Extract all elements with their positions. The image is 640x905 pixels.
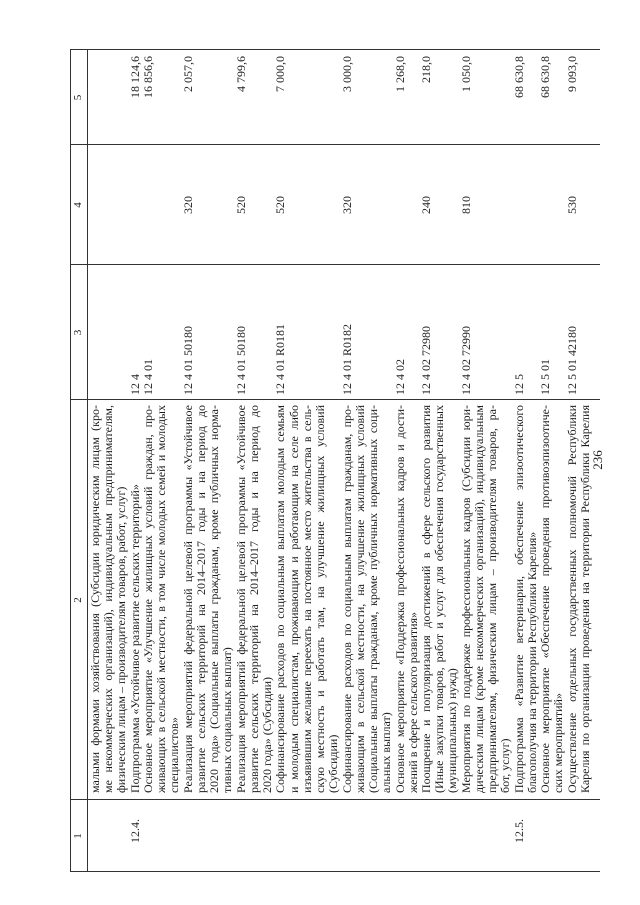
row-description: Мероприятия по поддержке профессиональных кадров (Субсидии юри-: [458, 405, 473, 793]
row-description: Осуществление отдельных государственных полномочий Республики: [564, 405, 579, 793]
expense-type-code: 520: [273, 196, 288, 214]
expense-type-code: 240: [419, 196, 433, 214]
budget-classification-code: 12 4 02 72980: [419, 326, 433, 395]
amount-value: 1 268,0: [392, 56, 407, 92]
column-header-2: 2: [72, 597, 84, 603]
row-description: 2020 года» (Субсидии): [260, 676, 275, 793]
row-description: ских мероприятий»: [551, 693, 566, 793]
budget-classification-code: 12 4 01 R0181: [273, 323, 288, 395]
expense-type-code: 530: [564, 196, 579, 214]
row-description: специалистов»: [167, 717, 182, 793]
row-description: Карелия по организации проведения на территории Республики Карелия: [577, 405, 592, 793]
row-description: развитие сельских территорий на 2014–2017 годы и на период до: [193, 405, 208, 793]
amount-value: 9 093,0: [564, 56, 579, 92]
amount-value: 18 124,6: [127, 56, 142, 98]
amount-value: 1 050,0: [458, 56, 473, 92]
amount-value: 218,0: [419, 56, 433, 83]
amount-value: 2 057,0: [180, 56, 195, 92]
budget-classification-code: 12 4 01 50180: [180, 326, 195, 395]
expense-type-code: 320: [339, 196, 354, 214]
row-description: ме некоммерческих организаций), индивидуальным предпринимателям,: [101, 405, 116, 793]
row-description: малыми формами хозяйствования (Субсидии юридическим лицам (кро-: [88, 405, 102, 793]
row-description: Софинансирование расходов по социальным выплатам молодым семьям: [273, 405, 288, 793]
budget-classification-code: 12 4 01 R0182: [339, 323, 354, 395]
row-section-number: 12.5.: [511, 819, 526, 843]
budget-classification-code: 12 5 01 42180: [564, 326, 579, 395]
expense-type-code: 320: [180, 196, 195, 214]
column-border: [70, 871, 600, 872]
column-border: [70, 264, 600, 265]
row-section-number: 12.4.: [127, 819, 142, 843]
amount-value: 68 630,8: [538, 56, 553, 98]
budget-classification-code: 12 4 01: [140, 359, 155, 395]
row-description: (Иные закупки товаров, работ и услуг для обеспечения государственных: [432, 405, 447, 793]
row-description: предпринимателям, физическим лицам – производителям товаров, ра-: [485, 405, 500, 793]
budget-classification-code: 12 4 02 72990: [458, 326, 473, 395]
column-border: [70, 399, 600, 400]
row-description: жений в сфере сельского развития»: [405, 611, 420, 793]
row-description: (Субсидии): [326, 734, 341, 793]
column-header-1: 1: [72, 833, 84, 839]
row-description: Реализация мероприятий федеральной целевой программы «Устойчивое: [233, 405, 248, 793]
row-description: и молодым специалистам, проживающим и работающим на селе либо: [286, 405, 301, 793]
row-description: Основное мероприятие «Поддержка профессиональных кадров и дости-: [392, 405, 407, 793]
column-border: [70, 144, 600, 145]
column-header-5: 5: [72, 94, 84, 101]
budget-classification-code: 12 4: [127, 374, 142, 395]
budget-classification-code: 12 5 01: [538, 359, 553, 395]
amount-value: 16 856,6: [140, 56, 155, 98]
column-header-3: 3: [72, 329, 84, 336]
column-border: [70, 49, 600, 50]
row-description: Основное мероприятие «Улучшение жилищных условий граждан, про-: [140, 405, 155, 793]
budget-classification-code: 12 5: [511, 374, 526, 395]
row-description: изъявившим желание переехать на постоянное место жительства в сель-: [299, 405, 314, 793]
amount-value: 4 799,6: [233, 56, 248, 92]
column-header-4: 4: [72, 202, 84, 208]
row-description: бот, услуг): [498, 738, 513, 793]
expense-type-code: 810: [458, 196, 473, 214]
row-description: Основное мероприятие «Обеспечение проведения противоэпизоотиче-: [538, 405, 553, 793]
row-description: (Социальные выплаты гражданам, кроме публичных нормативных соци-: [366, 405, 381, 793]
amount-value: 68 630,8: [511, 56, 526, 98]
budget-classification-code: 12 4 02: [392, 359, 407, 395]
row-description: живающим в сельской местности, на улучшение жилищных условий: [352, 405, 367, 793]
page-number: 236: [590, 450, 605, 470]
row-description: скую местность и работать там, на улучшение жилищных условий: [313, 405, 328, 793]
row-description: Софинансирование расходов по социальным выплатам гражданам, про-: [339, 405, 354, 793]
amount-value: 3 000,0: [339, 56, 354, 92]
row-description: Подпрограмма «Развитие ветеринарии, обеспечение эпизоотического: [511, 405, 526, 793]
row-description: живающих в сельской местности, в том числе молодых семей и молодых: [154, 405, 169, 793]
row-description: альных выплат): [379, 712, 394, 793]
row-description: Поощрение и популяризация достижений в сфере сельского развития: [419, 405, 433, 793]
row-description: 2020 года» (Социальные выплаты гражданам, кроме публичных норма-: [207, 405, 222, 793]
row-description: Реализация мероприятий федеральной целевой программы «Устойчивое: [180, 405, 195, 793]
row-description: дическим лицам (кроме некоммерческих организаций), индивидуальным: [471, 405, 486, 793]
row-description: тивных социальных выплат): [220, 647, 235, 793]
row-description: физическим лицам – производителям товаров, работ, услуг): [114, 486, 129, 793]
row-description: благополучия на территории Республики Карелия»: [524, 531, 539, 793]
expense-type-code: 520: [233, 196, 248, 214]
amount-value: 7 000,0: [273, 56, 288, 92]
budget-classification-code: 12 4 01 50180: [233, 326, 248, 395]
row-description: развитие сельских территорий на 2014–2017 годы и на период до: [246, 405, 261, 793]
column-border: [70, 799, 600, 800]
row-description: (муниципальных) нужд): [445, 668, 460, 793]
row-description: Подпрограмма «Устойчивое развитие сельских территорий»: [127, 484, 142, 793]
